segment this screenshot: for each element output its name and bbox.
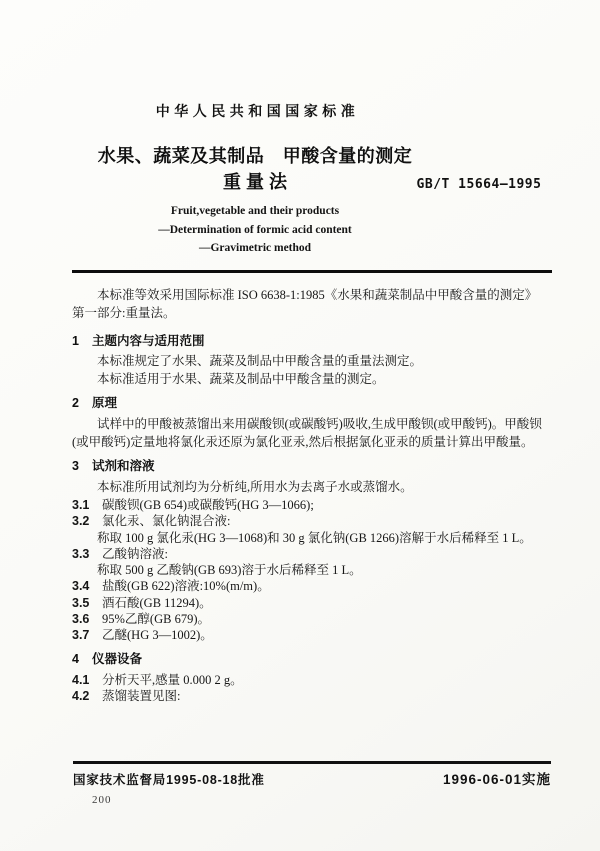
document-title-cn: 水果、蔬菜及其制品 甲酸含量的测定 [97,146,413,166]
clause-3-2-number: 3.2 [72,514,90,529]
section-4-item-list [72,672,550,705]
clause-4-2 [72,688,550,704]
clause-3-2 [72,513,550,529]
clause-4-2-number: 4.2 [72,688,90,703]
section-3-item-list [72,497,550,644]
section-4-number: 4 [72,651,79,666]
foreword-paragraph: 本标准等效采用国际标准 ISO 6638-1:1985《水果和蔬菜制品中甲酸含量的测定》 第一部分:重量法。 [72,288,544,320]
section-4-title: 仪器设备 [92,651,143,666]
clause-3-4-number: 3.4 [72,579,90,594]
clause-3-3-text: 乙酸钠溶液: [102,546,168,561]
clause-3-7-number: 3.7 [72,628,90,643]
section-3-heading [72,457,550,475]
clause-4-2-text: 蒸馏装置见图: [102,688,181,703]
standard-code: GB/T 15664—1995 [416,177,542,192]
clause-3-3 [72,546,550,562]
clause-4-1-number: 4.1 [72,672,90,687]
clause-3-3-number: 3.3 [72,546,90,561]
title-en-line-3: —Gravimetric method [198,242,312,254]
section-2-paragraph-1: 试样中的甲酸被蒸馏出来用碳酸钡(或碳酸钙)吸收,生成甲酸钡(或甲酸钙)。甲酸钡(或甲酸钙)定量地将氯化汞还原为氯化亚汞,然后根据氯化亚汞的质量计算出甲酸量。 [72,417,542,449]
section-4-heading [72,650,550,668]
clause-3-4 [72,578,550,594]
clause-3-5-text: 酒石酸(GB 11294)。 [102,595,212,610]
clause-3-2-procedure: 称取 100 g 氯化汞(HG 3—1068)和 30 g 氯化钠(GB 1266)溶解于水后稀释至 1 L。 [97,530,532,545]
title-en-line-1: Fruit,vegetable and their products [170,205,340,217]
footer [73,768,551,788]
clause-3-4-text: 盐酸(GB 622)溶液:10%(m/m)。 [102,579,270,594]
clause-3-7-text: 乙醚(HG 3—1002)。 [102,628,213,643]
clause-4-1 [72,672,550,688]
clause-4-1-text: 分析天平,感量 0.000 2 g。 [102,672,243,687]
title-en-line-2: —Determination of formic acid content [158,223,352,236]
clause-3-6 [72,611,550,627]
clause-3-7 [72,627,550,643]
header-divider-rule [72,270,552,273]
document-body [72,283,550,704]
clause-3-5-number: 3.5 [72,595,90,610]
document-title-en [45,202,465,258]
clause-3-2-text: 氯化汞、氯化钠混合液: [102,514,231,529]
clause-3-1-number: 3.1 [72,498,90,512]
document-subtitle-cn: 重量法 [223,172,292,192]
section-2-heading [72,394,550,412]
section-1-number: 1 [72,334,79,348]
section-2-number: 2 [72,396,79,410]
section-1-title: 主题内容与适用范围 [92,334,205,348]
approval-authority-date: 国家技术监督局1995-08-18批准 [73,773,265,787]
footer-divider-rule [73,761,551,764]
section-3-number: 3 [72,459,79,473]
clause-3-1 [72,497,550,513]
section-3-title: 试剂和溶液 [92,459,155,473]
clause-3-1-text: 碳酸钡(GB 654)或碳酸钙(HG 3—1066); [102,498,314,512]
section-2-title: 原理 [92,396,118,410]
clause-3-3-procedure: 称取 500 g 乙酸钠(GB 693)溶于水后稀释至 1 L。 [97,563,362,578]
clause-3-5 [72,595,550,611]
section-1-paragraph-1: 本标准规定了水果、蔬菜及制品中甲酸含量的重量法测定。 [97,354,423,368]
page-number: 200 [92,794,112,806]
clause-3-6-number: 3.6 [72,612,90,627]
clause-3-6-text: 95%乙醇(GB 679)。 [102,612,210,627]
section-1-heading [72,332,550,350]
section-3-paragraph-1: 本标准所用试剂均为分析纯,所用水为去离子水或蒸馏水。 [97,480,413,494]
implementation-date: 1996-06-01实施 [442,772,551,787]
national-standard-label: 中华人民共和国国家标准 [155,103,360,119]
section-1-paragraph-2: 本标准适用于水果、蔬菜及制品中甲酸含量的测定。 [97,372,385,386]
